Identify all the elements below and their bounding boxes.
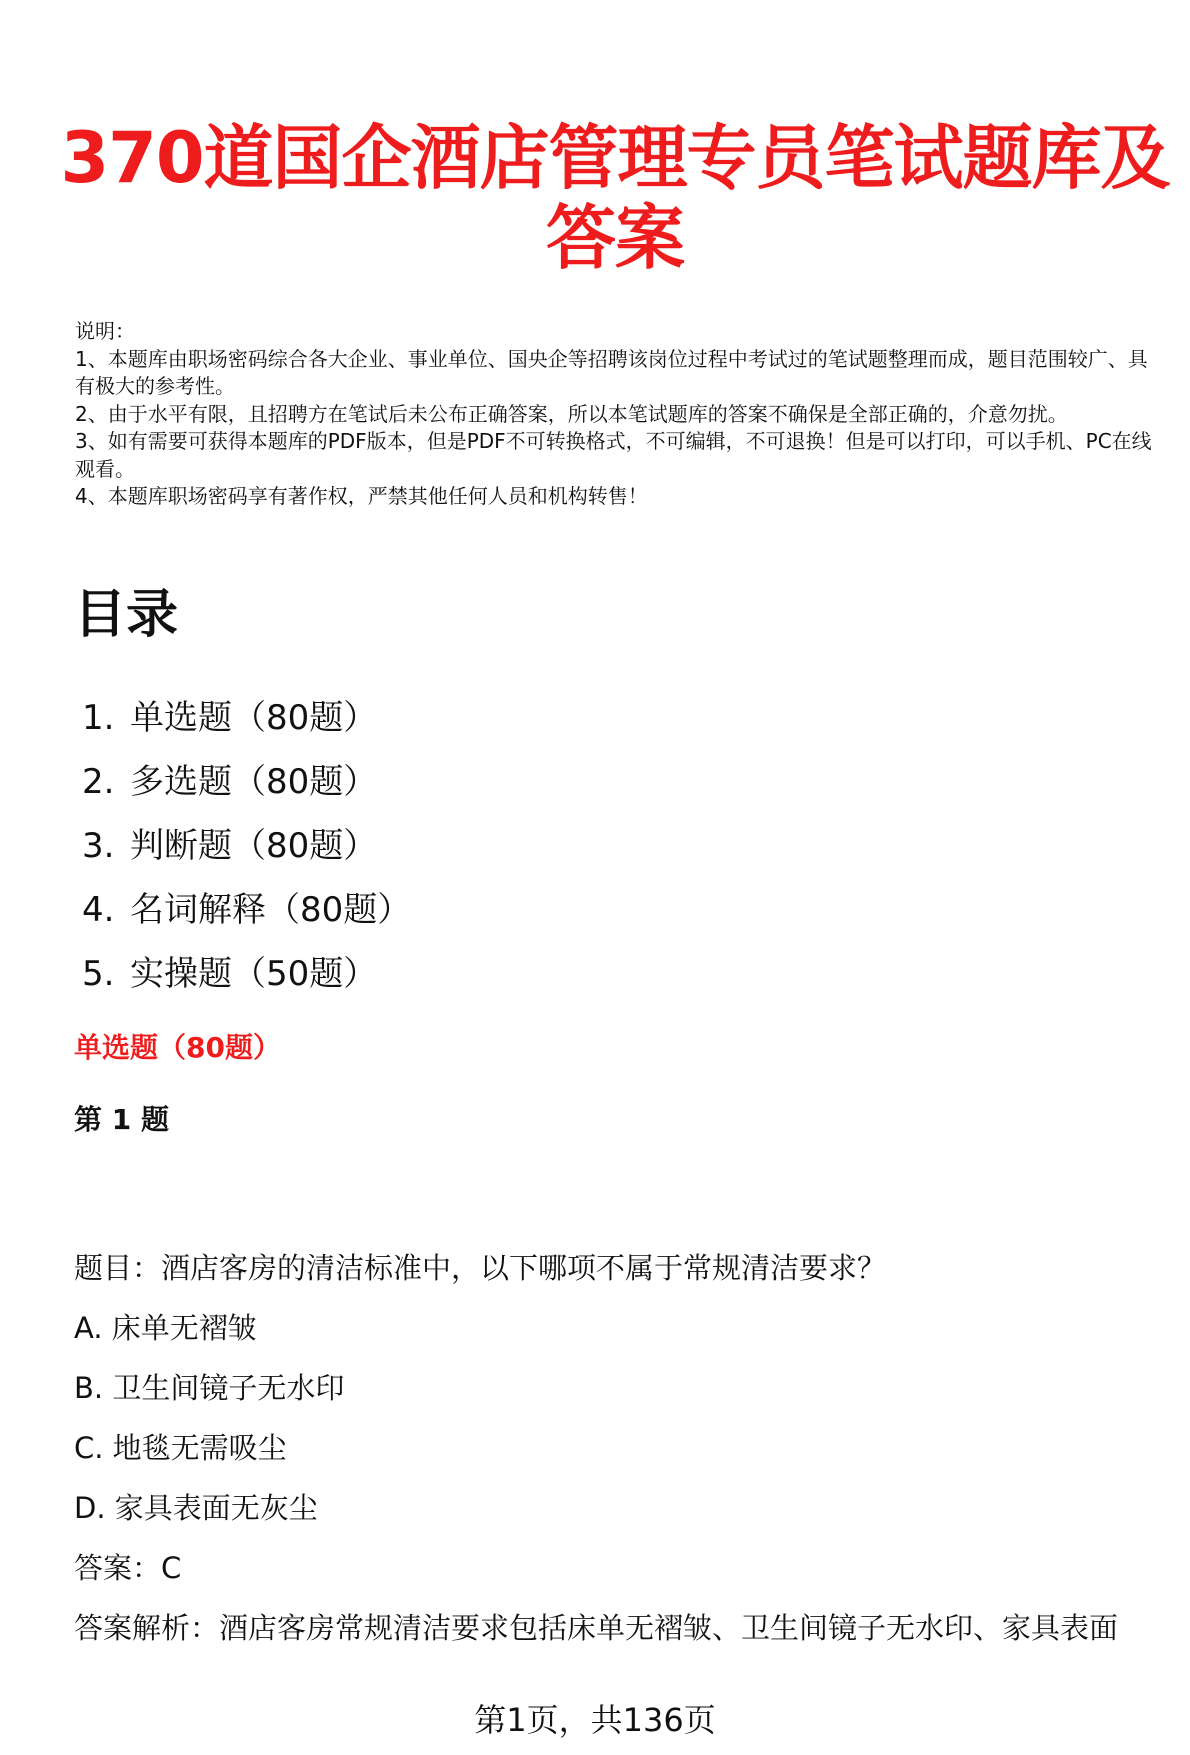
- toc-item[interactable]: [82, 686, 411, 750]
- toc-heading: 目录: [74, 585, 179, 645]
- toc-item[interactable]: [82, 942, 411, 1006]
- note-item: 4、本题库职场密码享有著作权，严禁其他任何人员和机构转售！: [75, 484, 648, 508]
- toc-item-label: 名词解释（80题）: [130, 890, 412, 930]
- note-item: 3、如有需要可获得本题库的PDF版本，但是PDF不可转换格式，不可编辑，不可退换！但是可以打印，可以手机、PC在线观看。: [75, 429, 1152, 481]
- question-block: [74, 1248, 1164, 1668]
- document-title: 370道国企酒店管理专员笔试题库及答案: [60, 117, 1170, 279]
- table-of-contents: [82, 686, 411, 1006]
- answer-explanation: 答案解析：酒店客房常规清洁要求包括床单无褶皱、卫生间镜子无水印、家具表面: [74, 1611, 1119, 1645]
- toc-item-number: 5.: [82, 954, 115, 994]
- page-footer: 第1页，共136页: [474, 1701, 716, 1739]
- option-c: C. 地毯无需吸尘: [74, 1431, 287, 1465]
- toc-item-number: 2.: [82, 762, 115, 802]
- toc-item-number: 1.: [82, 698, 115, 738]
- section-title: 单选题（80题）: [74, 1031, 281, 1064]
- note-item: 1、本题库由职场密码综合各大企业、事业单位、国央企等招聘该岗位过程中考试过的笔试题整理而成，题目范围较广、具有极大的参考性。: [75, 346, 1148, 398]
- toc-item[interactable]: [82, 878, 411, 942]
- toc-item-label: 判断题（80题）: [130, 826, 378, 866]
- toc-item-number: 3.: [82, 826, 115, 866]
- option-b: B. 卫生间镜子无水印: [74, 1371, 345, 1405]
- question-number: 第 1 题: [74, 1103, 169, 1136]
- notes-block: [75, 318, 1155, 511]
- toc-item[interactable]: [82, 750, 411, 814]
- toc-item[interactable]: [82, 814, 411, 878]
- notes-heading: 说明：: [75, 319, 135, 343]
- option-a: A. 床单无褶皱: [74, 1311, 257, 1345]
- toc-item-label: 实操题（50题）: [130, 954, 378, 994]
- toc-item-label: 多选题（80题）: [130, 762, 378, 802]
- option-d: D. 家具表面无灰尘: [74, 1491, 318, 1525]
- note-item: 2、由于水平有限，且招聘方在笔试后未公布正确答案，所以本笔试题库的答案不确保是全部正确的，介意勿扰。: [75, 401, 1068, 426]
- question-stem: 题目：酒店客房的清洁标准中，以下哪项不属于常规清洁要求？: [74, 1251, 887, 1285]
- toc-item-label: 单选题（80题）: [130, 698, 378, 738]
- answer: 答案：C: [74, 1551, 182, 1585]
- toc-item-number: 4.: [82, 890, 115, 930]
